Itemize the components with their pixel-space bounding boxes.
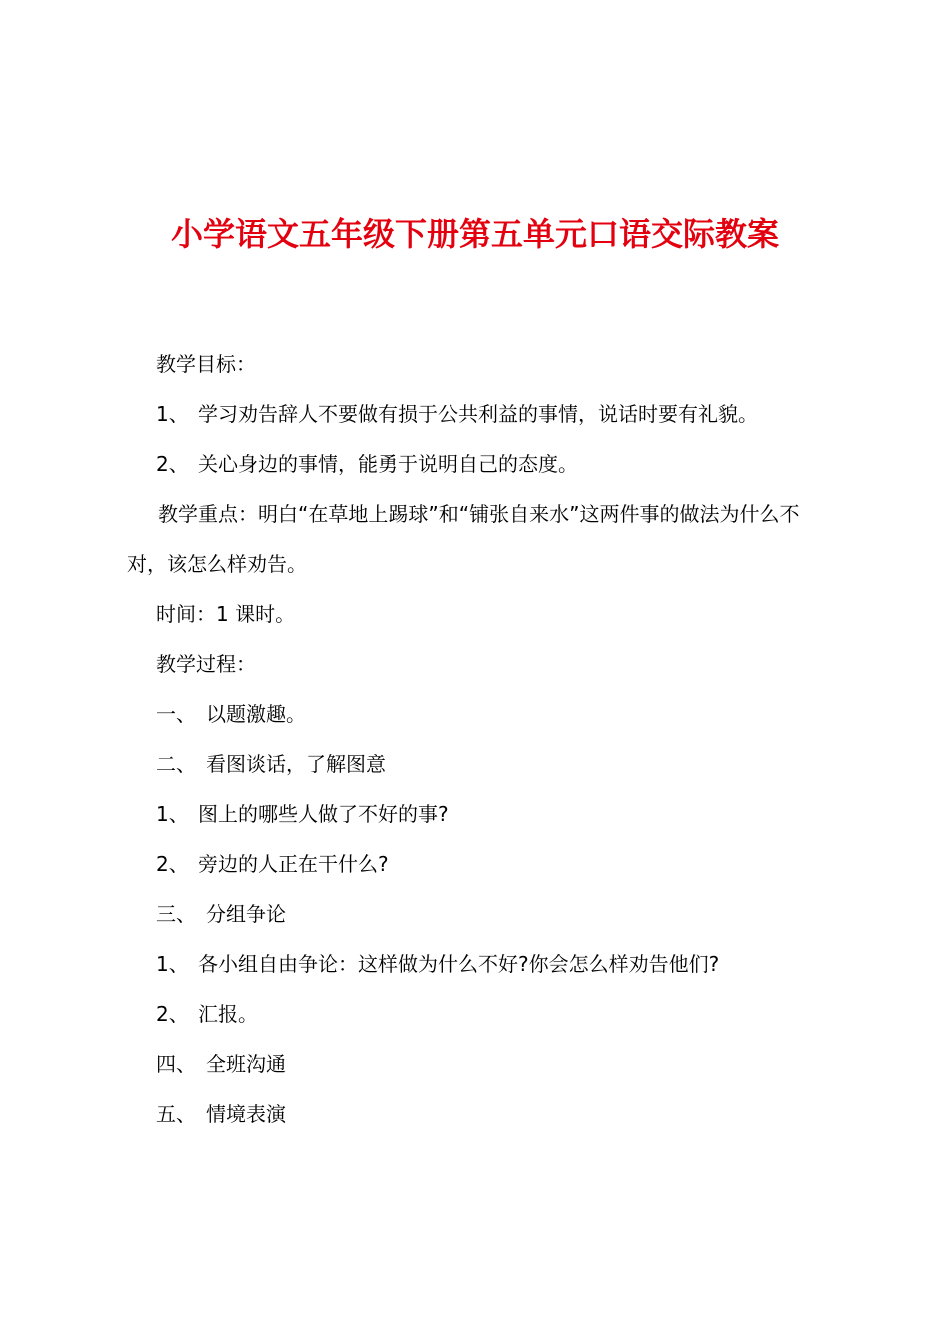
list-text: 汇报。 [198,1002,258,1026]
objective-item-2 [127,439,832,489]
list-number: 四、 [156,1052,196,1076]
list-text: 各小组自由争论：这样做为什么不好?你会怎么样劝告他们? [198,952,720,976]
process-step-1 [127,689,832,739]
list-number: 1、 [156,402,189,426]
list-text: 图上的哪些人做了不好的事? [198,802,449,826]
objective-item-1 [127,389,832,439]
list-text: 以题激趣。 [206,702,306,726]
list-number: 2、 [156,852,189,876]
process-step-5 [127,1089,832,1139]
process-step-3-item-2 [127,989,832,1039]
list-number: 五、 [156,1102,196,1126]
list-number: 三、 [156,902,196,926]
process-step-2-question-1 [127,789,832,839]
list-text: 关心身边的事情，能勇于说明自己的态度。 [198,452,578,476]
list-text: 分组争论 [206,902,286,926]
list-text: 看图谈话，了解图意 [206,752,386,776]
list-number: 1、 [156,802,189,826]
process-step-4 [127,1039,832,1089]
process-step-3-item-1 [127,939,832,989]
list-text: 全班沟通 [206,1052,286,1076]
process-step-2-question-2 [127,839,832,889]
list-number: 2、 [156,452,189,476]
document-title: 小学语文五年级下册第五单元口语交际教案 [170,215,779,253]
list-text: 旁边的人正在干什么? [198,852,389,876]
key-points-paragraph: 教学重点：明白“在草地上踢球”和“铺张自来水”这两件事的做法为什么不对，该怎么样劝告。 [127,502,800,576]
list-number: 2、 [156,1002,189,1026]
objectives-heading: 教学目标： [156,352,256,376]
process-heading: 教学过程： [156,652,256,676]
time-line: 时间：1 课时。 [156,602,296,626]
process-step-2 [127,739,832,789]
process-step-3 [127,889,832,939]
document-body [127,339,832,1139]
list-number: 二、 [156,752,196,776]
list-number: 1、 [156,952,189,976]
list-text: 学习劝告辞人不要做有损于公共利益的事情，说话时要有礼貌。 [198,402,758,426]
list-number: 一、 [156,702,196,726]
list-text: 情境表演 [206,1102,286,1126]
